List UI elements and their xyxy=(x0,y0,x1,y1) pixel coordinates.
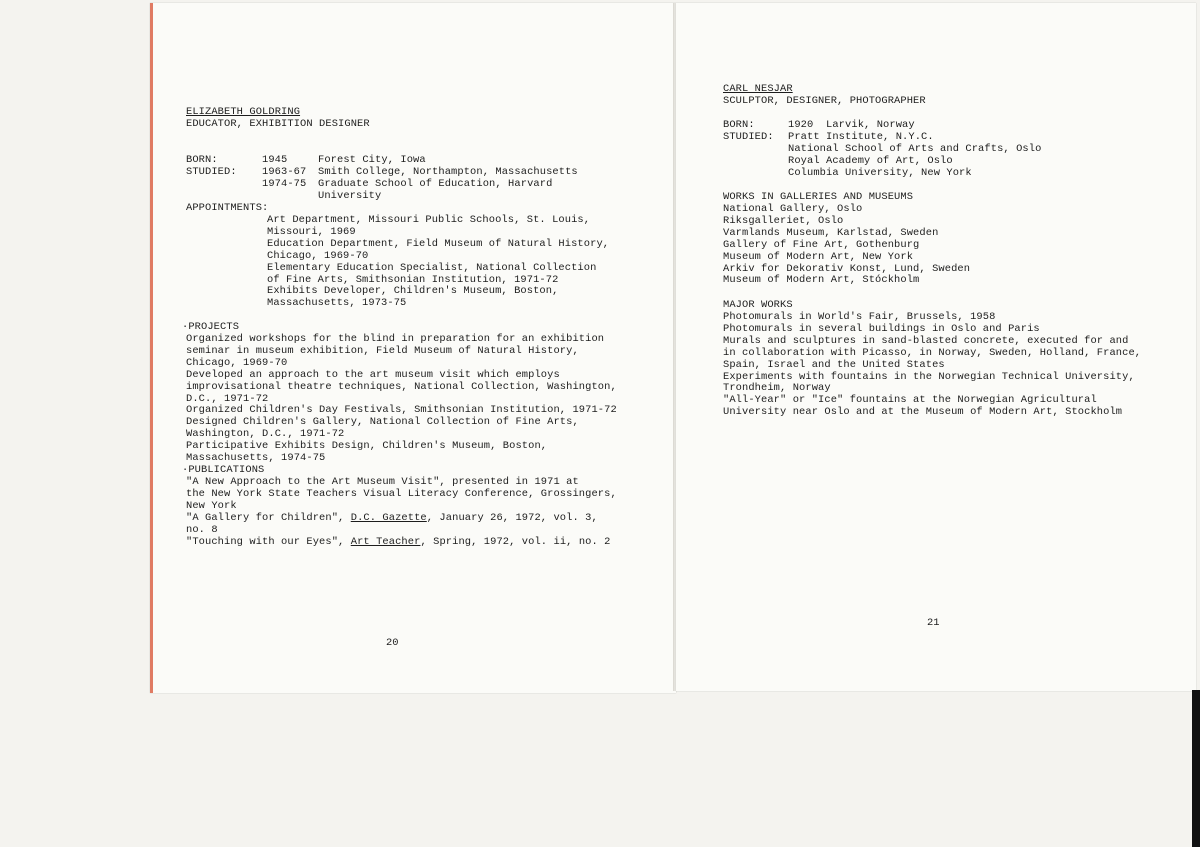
right-person-title: SCULPTOR, DESIGNER, PHOTOGRAPHER xyxy=(723,95,926,107)
left-person-name: ELIZABETH GOLDRING xyxy=(186,106,301,118)
right-major-label: MAJOR WORKS xyxy=(723,299,793,311)
right-galleries-list: National Gallery, Oslo Riksgalleriet, Oslo Varmlands Museum, Karlstad, Sweden Gallery of Fine Art, Gothenburg Museum of Modern Art, New York Arkiv for Dekorativ Konst, Lund, Sweden Museum of Modern Art, Stóckholm xyxy=(723,203,971,287)
left-projects-list: Organized workshops for the blind in preparation for an exhibition seminar in museum exhibition, Field Museum of Natural History, Chicago, 1969-70 Developed an approach to the art museum visit which employs improvisational theatre techniques, National Collection, Washington, D.C., 1971-72 Organized Children's Day Festivals, Smithsonian Institution, 1971-72 Designed Children's Gallery, National Collection of Fine Arts, Washington, D.C., 1971-72 Participative Exhibits Design, Children's Museum, Boston, Massachusetts, 1974-75 xyxy=(186,333,617,465)
left-page-number: 20 xyxy=(386,637,399,649)
left-born-place: Forest City, Iowa xyxy=(318,154,426,166)
left-person-title: EDUCATOR, EXHIBITION DESIGNER xyxy=(186,118,370,130)
left-publications-label: ·PUBLICATIONS xyxy=(182,464,265,476)
scan-edge xyxy=(1192,690,1200,847)
right-person-name: CARL NESJAR xyxy=(723,83,793,95)
left-studied-places: Smith College, Northampton, Massachusetts Graduate School of Education, Harvard University xyxy=(318,166,578,202)
left-appointments-list: Art Department, Missouri Public Schools, St. Louis, Missouri, 1969 Education Department, Field Museum of Natural History, Chicago, 1969-70 Elementary Education Specialist, National Collection of Fine Arts, Smithsonian Institution, 1971-72 Exhibits Developer, Children's Museum, Boston, Massachusetts, 1973-75 xyxy=(267,214,610,310)
left-projects-label: ·PROJECTS xyxy=(182,321,240,333)
left-born-year: 1945 xyxy=(262,154,288,166)
right-studied-label: STUDIED: xyxy=(723,131,774,143)
right-galleries-label: WORKS IN GALLERIES AND MUSEUMS xyxy=(723,191,914,203)
left-appointments-label: APPOINTMENTS: xyxy=(186,202,269,214)
right-page-number: 21 xyxy=(927,617,940,629)
left-studied-label: STUDIED: xyxy=(186,166,237,178)
left-studied-years: 1963-67 1974-75 xyxy=(262,166,307,190)
right-born-label: BORN: xyxy=(723,119,755,131)
right-studied-list: Pratt Institute, N.Y.C. National School of Arts and Crafts, Oslo Royal Academy of Art, Oslo Columbia University, New York xyxy=(788,131,1042,179)
right-major-list: Photomurals in World's Fair, Brussels, 1958 Photomurals in several buildings in Oslo and Paris Murals and sculptures in sand-blasted concrete, executed for and in collaboration with Picasso, in Norway, Sweden, Holland, France, Spain, Israel and the United States Experiments with fountains in the Norwegian Technical University, Trondheim, Norway "All-Year" or "Ice" fountains at the Norwegian Agricultural University near Oslo and at the Museum of Modern Art, Stockholm xyxy=(723,311,1142,419)
left-born-label: BORN: xyxy=(186,154,218,166)
right-born-value: 1920 Larvik, Norway xyxy=(788,119,915,131)
left-publications-list: "A New Approach to the Art Museum Visit", presented in 1971 at the New York State Teachers Visual Literacy Conference, Grossingers, New York "A Gallery for Children", D.C. Gazette, January 26, 1972, vol. 3, no. 8 "Touching with our Eyes", Art Teacher, Spring, 1972, vol. ii, no. 2 xyxy=(186,476,617,548)
